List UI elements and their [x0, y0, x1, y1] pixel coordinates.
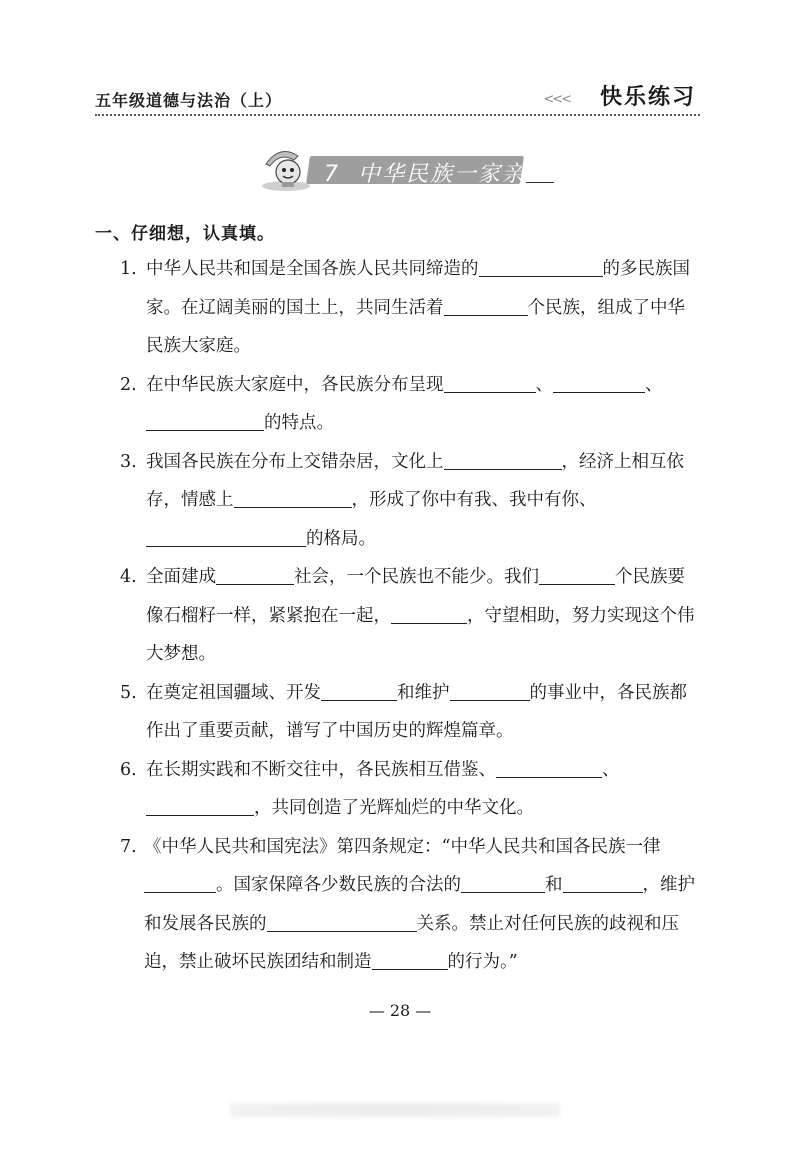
question-4 [120, 558, 702, 674]
question-text: 关系。禁止对任何民族的歧视和压迫，禁止破坏民族团结和制造 [144, 913, 679, 972]
question-text: 中华人民共和国是全国各族人民共同缔造的 [146, 259, 479, 279]
question-text: 个民族要像石榴籽一样，紧紧抱在一起， [146, 567, 685, 626]
answer-blank[interactable] [146, 524, 306, 547]
lesson-name: 中华民族一家亲 [358, 162, 527, 187]
book-title: 五年级道德与法治（上） [95, 91, 283, 110]
question-text: 的事业中，各民族都作出了重要贡献，谱写了中国历史的辉煌篇章。 [146, 682, 687, 741]
lesson-underline [526, 182, 554, 183]
question-3 [120, 443, 702, 559]
answer-blank[interactable] [146, 408, 264, 431]
question-number: 2. [120, 374, 137, 395]
question-number: 5. [120, 682, 137, 703]
answer-blank[interactable] [563, 870, 643, 893]
question-list [120, 250, 702, 982]
question-number: 3. [120, 451, 137, 472]
part-heading: 一、仔细想，认真填。 [95, 224, 275, 244]
question-text: 个民族，组成了中华民族大家庭。 [146, 297, 685, 356]
question-text: 的格局。 [306, 528, 376, 549]
scan-bleed-through [230, 1103, 560, 1117]
answer-blank[interactable] [372, 947, 448, 970]
answer-blank[interactable] [444, 447, 562, 470]
chevrons-icon: <<< [543, 92, 570, 107]
question-text: 和 [545, 875, 563, 895]
question-text: ，守望相助，努力实现这个伟大梦想。 [146, 605, 695, 664]
answer-blank[interactable] [553, 370, 645, 393]
question-number: 4. [120, 567, 137, 587]
question-text: 和维护 [397, 682, 450, 703]
question-text: 的行为。” [447, 952, 518, 972]
answer-blank[interactable] [234, 485, 352, 508]
question-1 [120, 250, 702, 366]
page-number: — 28 — [368, 1001, 432, 1020]
lesson-banner [258, 142, 558, 192]
answer-blank[interactable] [146, 793, 254, 816]
question-number: 7. [120, 836, 137, 857]
answer-blank[interactable] [216, 562, 294, 585]
question-text: 的多民族国家。在辽阔美丽的国土上，共同生活着 [146, 259, 690, 318]
question-text: 《中华人民共和国宪法》第四条规定：“中华人民共和国各民族一律 [144, 836, 661, 857]
question-text: 在长期实践和不断交往中，各民族相互借鉴、 [146, 759, 496, 780]
answer-blank[interactable] [479, 254, 603, 277]
answer-blank[interactable] [496, 755, 602, 778]
question-6 [120, 751, 702, 828]
question-text: ，经济上相互依存，情感上 [146, 451, 684, 510]
page-header [95, 80, 700, 116]
question-text: ，形成了你中有我、我中有你、 [351, 490, 597, 510]
question-number: 6. [120, 759, 137, 780]
question-number: 1. [120, 259, 137, 279]
answer-blank[interactable] [444, 370, 536, 393]
question-text: 、 [645, 374, 663, 395]
answer-blank[interactable] [267, 909, 417, 932]
question-7 [120, 828, 702, 982]
answer-blank[interactable] [444, 293, 528, 316]
question-text: 、 [535, 374, 553, 395]
question-text: 在中华民族大家庭中，各民族分布呈现 [146, 374, 444, 395]
section-title: 快乐练习 [599, 85, 696, 110]
question-5 [120, 674, 702, 751]
question-text: 。国家保障各少数民族的合法的 [216, 875, 461, 895]
answer-blank[interactable] [144, 870, 216, 893]
question-text: 、 [602, 759, 620, 780]
answer-blank[interactable] [391, 601, 467, 624]
answer-blank[interactable] [321, 678, 397, 701]
question-text: 在奠定祖国疆域、开发 [146, 682, 321, 703]
question-text: ，维护和发展各民族的 [144, 875, 695, 934]
answer-blank[interactable] [539, 562, 615, 585]
answer-blank[interactable] [450, 678, 530, 701]
answer-blank[interactable] [461, 870, 545, 893]
lesson-number: 7 [324, 162, 340, 187]
question-2 [120, 366, 702, 443]
lesson-title [324, 157, 526, 188]
question-text: ，共同创造了光辉灿烂的中华文化。 [254, 798, 534, 818]
question-text: 全面建成 [146, 567, 216, 587]
question-text: 的特点。 [264, 413, 334, 433]
question-text: 我国各民族在分布上交错杂居，文化上 [146, 451, 444, 472]
question-text: 社会，一个民族也不能少。我们 [294, 567, 539, 587]
